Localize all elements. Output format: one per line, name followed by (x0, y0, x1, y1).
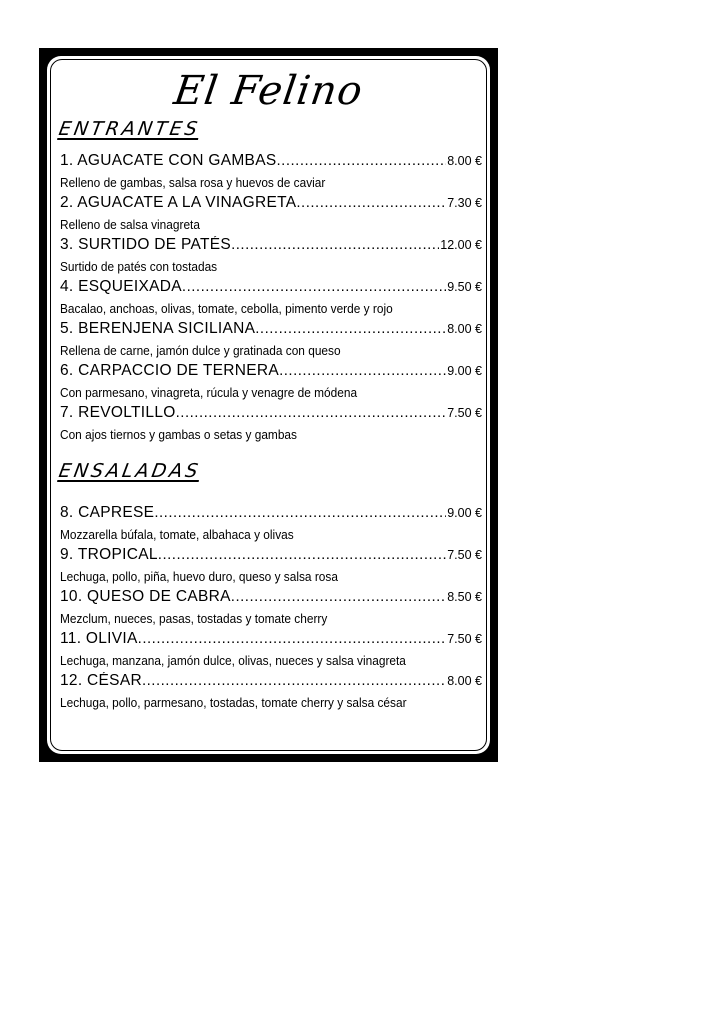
section-heading-ensaladas: ENSALADAS (57, 460, 203, 482)
leader-dots (276, 152, 446, 169)
leader-dots (255, 320, 446, 337)
item-description: Lechuga, pollo, piña, huevo duro, queso y salsa rosa (60, 570, 338, 584)
item-description: Rellena de carne, jamón dulce y gratinada con queso (60, 344, 341, 358)
menu-item (60, 152, 482, 194)
leader-dots (182, 278, 446, 295)
section-heading-entrantes: ENTRANTES (57, 118, 202, 140)
leader-dots (138, 630, 447, 647)
menu-item (60, 236, 482, 278)
item-name: 1. AGUACATE CON GAMBAS (60, 152, 277, 169)
item-description: Lechuga, pollo, parmesano, tostadas, tomate cherry y salsa césar (60, 696, 407, 710)
item-name: 3. SURTIDO DE PATÉS (60, 236, 232, 253)
leader-dots (142, 672, 446, 689)
leader-dots (158, 546, 446, 563)
item-name: 6. CARPACCIO DE TERNERA (60, 362, 280, 379)
menu-item (60, 320, 482, 362)
item-price: 7.50 € (447, 548, 482, 562)
item-description: Surtido de patés con tostadas (60, 260, 218, 274)
item-description: Relleno de gambas, salsa rosa y huevos de caviar (60, 176, 326, 190)
item-price: 9.00 € (447, 506, 482, 520)
menu-item (60, 504, 482, 546)
menu-item (60, 546, 482, 588)
item-price: 9.00 € (447, 364, 482, 378)
item-price: 8.00 € (447, 154, 482, 168)
section-items-ensaladas (60, 504, 482, 714)
item-description: Relleno de salsa vinagreta (60, 218, 200, 232)
item-price: 7.50 € (447, 632, 482, 646)
menu-card (47, 56, 490, 754)
item-name: 5. BERENJENA SICILIANA (60, 320, 256, 337)
menu-item (60, 362, 482, 404)
menu-item (60, 404, 482, 446)
item-name: 12. CÉSAR (60, 672, 142, 689)
menu-item (60, 630, 482, 672)
item-price: 8.50 € (447, 590, 482, 604)
item-name: 10. QUESO DE CABRA (60, 588, 231, 605)
item-description: Con ajos tiernos y gambas o setas y gambas (60, 428, 297, 442)
item-description: Bacalao, anchoas, olivas, tomate, cebolla, pimento verde y rojo (60, 302, 393, 316)
leader-dots (176, 404, 447, 421)
item-name: 9. TROPICAL (60, 546, 158, 563)
item-description: Lechuga, manzana, jamón dulce, olivas, nueces y salsa vinagreta (60, 654, 406, 668)
item-name: 7. REVOLTILLO (60, 404, 176, 421)
section-items-entrantes (60, 152, 482, 446)
leader-dots (231, 236, 439, 253)
item-price: 7.50 € (447, 406, 482, 420)
item-name: 4. ESQUEIXADA (60, 278, 182, 295)
item-description: Mezclum, nueces, pasas, tostadas y tomate cherry (60, 612, 328, 626)
item-description: Mozzarella búfala, tomate, albahaca y olivas (60, 528, 294, 542)
item-name: 11. OLIVIA (60, 630, 138, 647)
menu-item (60, 194, 482, 236)
item-price: 12.00 € (440, 238, 482, 252)
item-name: 2. AGUACATE A LA VINAGRETA (60, 194, 297, 211)
menu-item (60, 278, 482, 320)
item-name: 8. CAPRESE (60, 504, 155, 521)
menu-item (60, 672, 482, 714)
item-price: 8.00 € (447, 322, 482, 336)
restaurant-title: El Felino (171, 68, 366, 114)
leader-dots (154, 504, 446, 521)
item-price: 8.00 € (447, 674, 482, 688)
item-description: Con parmesano, vinagreta, rúcula y venagre de módena (60, 386, 358, 400)
leader-dots (296, 194, 446, 211)
item-price: 7.30 € (447, 196, 482, 210)
menu-item (60, 588, 482, 630)
menu-frame (39, 48, 498, 762)
leader-dots (279, 362, 446, 379)
leader-dots (231, 588, 446, 605)
item-price: 9.50 € (447, 280, 482, 294)
